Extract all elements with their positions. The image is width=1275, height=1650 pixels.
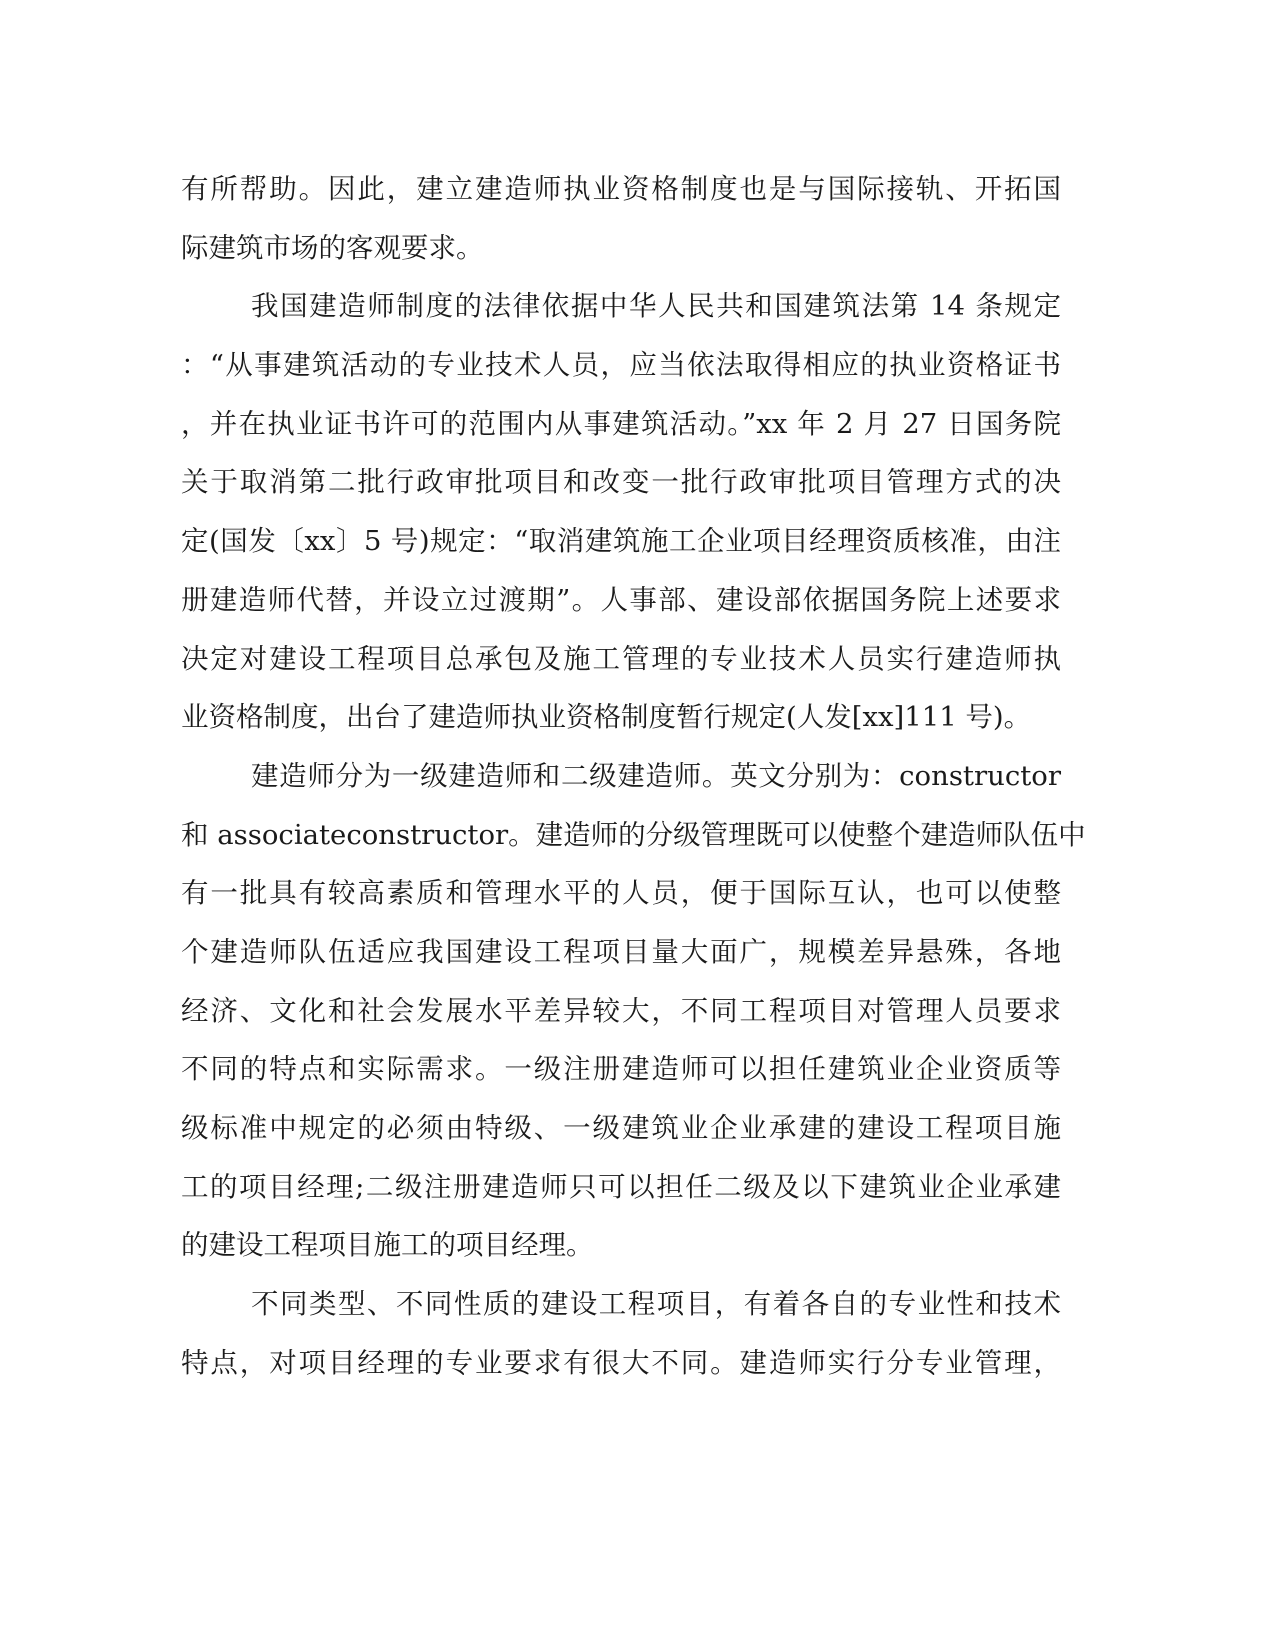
text-line: ：“从事建筑活动的专业技术人员，应当依法取得相应的执业资格证书 [181,349,1061,382]
body-text [181,160,1086,1392]
text-line: 我国建造师制度的法律依据中华人民共和国建筑法第 14 条规定 [251,290,1061,323]
text-line: 的建设工程项目施工的项目经理。 [181,1229,594,1262]
text-line: 不同的特点和实际需求。一级注册建造师可以担任建筑业企业资质等 [181,1053,1061,1086]
text-line: 特点，对项目经理的专业要求有很大不同。建造师实行分专业管理， [181,1346,1061,1379]
text-line: 和 associateconstructor。建造师的分级管理既可以使整个建造师队伍中 [181,818,1086,851]
text-line: 不同类型、不同性质的建设工程项目，有着各自的专业性和技术 [251,1288,1061,1321]
text-line: 定(国发〔xx〕5 号)规定：“取消建筑施工企业项目经理资质核准，由注 [181,525,1061,558]
text-line: 经济、文化和社会发展水平差异较大，不同工程项目对管理人员要求 [181,994,1061,1027]
text-line: 工的项目经理;二级注册建造师只可以担任二级及以下建筑业企业承建 [181,1170,1061,1203]
text-line: 关于取消第二批行政审批项目和改变一批行政审批项目管理方式的决 [181,466,1061,499]
text-line: 业资格制度，出台了建造师执业资格制度暂行规定(人发[xx]111 号)。 [181,701,1032,734]
text-line: 建造师分为一级建造师和二级建造师。英文分别为：constructor [251,759,1061,792]
text-line: 际建筑市场的客观要求。 [181,231,484,264]
text-line: 个建造师队伍适应我国建设工程项目量大面广，规模差异悬殊，各地 [181,935,1061,968]
text-line: ，并在执业证书许可的范围内从事建筑活动。”xx 年 2 月 27 日国务院 [181,407,1061,440]
text-line: 有一批具有较高素质和管理水平的人员，便于国际互认，也可以使整 [181,877,1061,910]
text-line: 册建造师代替，并设立过渡期”。人事部、建设部依据国务院上述要求 [181,583,1061,616]
text-line: 有所帮助。因此，建立建造师执业资格制度也是与国际接轨、开拓国 [181,173,1061,205]
text-line: 级标准中规定的必须由特级、一级建筑业企业承建的建设工程项目施 [181,1112,1061,1144]
text-line: 决定对建设工程项目总承包及施工管理的专业技术人员实行建造师执 [181,642,1061,675]
